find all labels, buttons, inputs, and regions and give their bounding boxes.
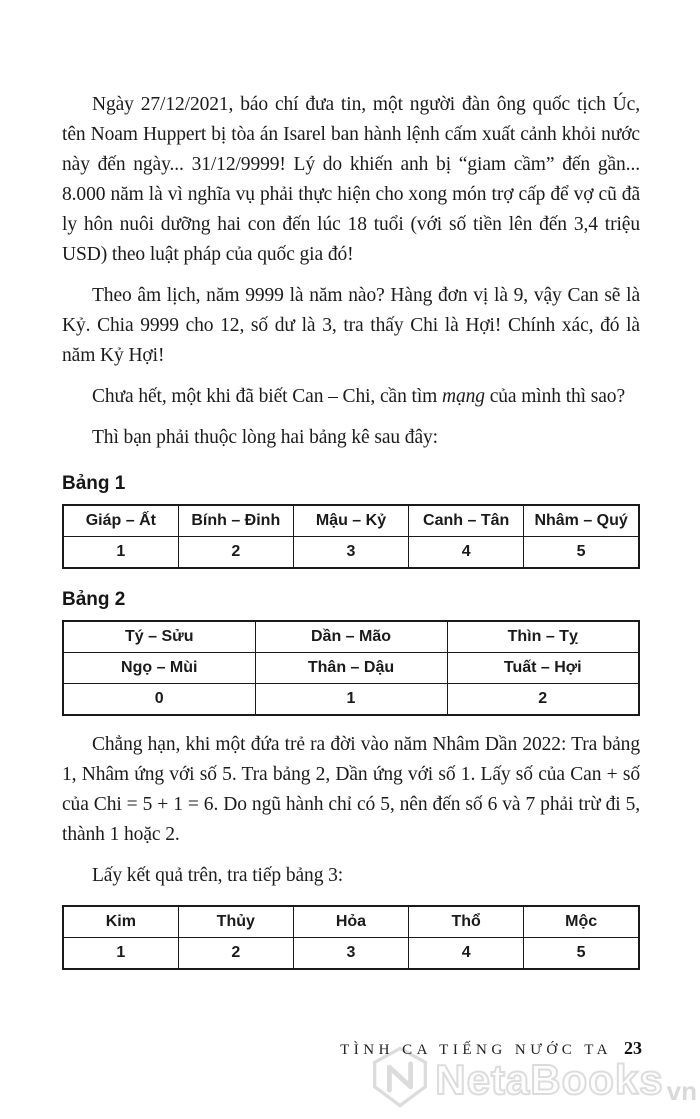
- table-cell: 3: [293, 537, 408, 569]
- watermark-tld-text: vn: [666, 1076, 697, 1106]
- table-cell: 4: [409, 537, 524, 569]
- table-cell: Hỏa: [293, 906, 408, 938]
- watermark-brand-text: NetaBooks: [435, 1055, 664, 1103]
- table-row: [63, 537, 639, 569]
- table-cell: 1: [63, 938, 178, 970]
- table1-label: Bảng 1: [62, 473, 126, 494]
- table-cell: Nhâm – Quý: [524, 505, 639, 537]
- table-row: [63, 938, 639, 970]
- page-number: 23: [624, 1038, 642, 1058]
- table-bang2: [62, 620, 640, 716]
- table-cell: Giáp – Ất: [63, 505, 178, 537]
- table-cell: 2: [178, 537, 293, 569]
- table-cell: 3: [293, 938, 408, 970]
- table-row: [63, 653, 639, 684]
- table-cell: 2: [178, 938, 293, 970]
- table-cell: Mậu – Kỷ: [293, 505, 408, 537]
- paragraph-intro-table3: Lấy kết quả trên, tra tiếp bảng 3:: [92, 865, 344, 886]
- table-row: [63, 505, 639, 537]
- table-cell: Bính – Đinh: [178, 505, 293, 537]
- table2-label: Bảng 2: [62, 589, 126, 610]
- table-cell: 4: [409, 938, 524, 970]
- table-cell: 1: [63, 537, 178, 569]
- footer-book-title: TÌNH CA TIẾNG NƯỚC TA: [340, 1042, 612, 1058]
- table-bang3: [62, 905, 640, 970]
- table-cell: 2: [447, 684, 639, 716]
- table-cell: Tuất – Hợi: [447, 653, 639, 684]
- table-cell: Thổ: [409, 906, 524, 938]
- table-cell: Tý – Sửu: [63, 621, 255, 653]
- paragraph-example-2022: Chẳng hạn, khi một đứa trẻ ra đời vào năm Nhâm Dần 2022: Tra bảng 1, Nhâm ứng với số 5. Tra bảng 2, Dần ứng với số 1. Lấy số của Can + số của Chi = 5 + 1 = 6. Do ngũ hành chỉ có 5, nên đến số 6 và 7 phải trừ đi 5, thành 1 hoặc 2.: [62, 734, 640, 845]
- table-cell: Thìn – Tỵ: [447, 621, 639, 653]
- table-row: [63, 906, 639, 938]
- paragraph-intro-tables: Thì bạn phải thuộc lòng hai bảng kê sau đây:: [92, 427, 438, 448]
- table-cell: 5: [524, 537, 639, 569]
- table-bang1: [62, 504, 640, 569]
- table-cell: 0: [63, 684, 255, 716]
- italic-word-mang: mạng: [441, 386, 485, 407]
- table-row: [63, 621, 639, 653]
- table-cell: Mộc: [524, 906, 639, 938]
- table-cell: Dần – Mão: [255, 621, 447, 653]
- paragraph-can-chi-question: [62, 382, 640, 412]
- table-cell: 5: [524, 938, 639, 970]
- table-cell: Canh – Tân: [409, 505, 524, 537]
- table-cell: Kim: [63, 906, 178, 938]
- page-footer: [340, 1038, 642, 1059]
- table-cell: Thân – Dậu: [255, 653, 447, 684]
- table-cell: Ngọ – Mùi: [63, 653, 255, 684]
- paragraph-news-story: Ngày 27/12/2021, báo chí đưa tin, một người đàn ông quốc tịch Úc, tên Noam Huppert bị tòa án Isarel ban hành lệnh cấm xuất cảnh khỏi nước này đến ngày... 31/12/9999! Lý do khiến anh bị “giam cầm” đến gần... 8.000 năm là vì nghĩa vụ phải thực hiện cho xong món trợ cấp để vợ cũ đã ly hôn nuôi dưỡng hai con đến lúc 18 tuổi (với số tiền lên đến 3,4 triệu USD) theo luật pháp của quốc gia đó!: [62, 94, 640, 265]
- paragraph-segment: Chưa hết, một khi đã biết Can – Chi, cần tìm: [92, 386, 442, 407]
- table-cell: Thủy: [178, 906, 293, 938]
- paragraph-segment: của mình thì sao?: [484, 386, 626, 407]
- paragraph-lunar-year: Theo âm lịch, năm 9999 là năm nào? Hàng đơn vị là 9, vậy Can sẽ là Kỷ. Chia 9999 cho 12, số dư là 3, tra thấy Chi là Hợi! Chính xác, đó là năm Kỷ Hợi!: [62, 285, 640, 366]
- table-cell: 1: [255, 684, 447, 716]
- table-row: [63, 684, 639, 716]
